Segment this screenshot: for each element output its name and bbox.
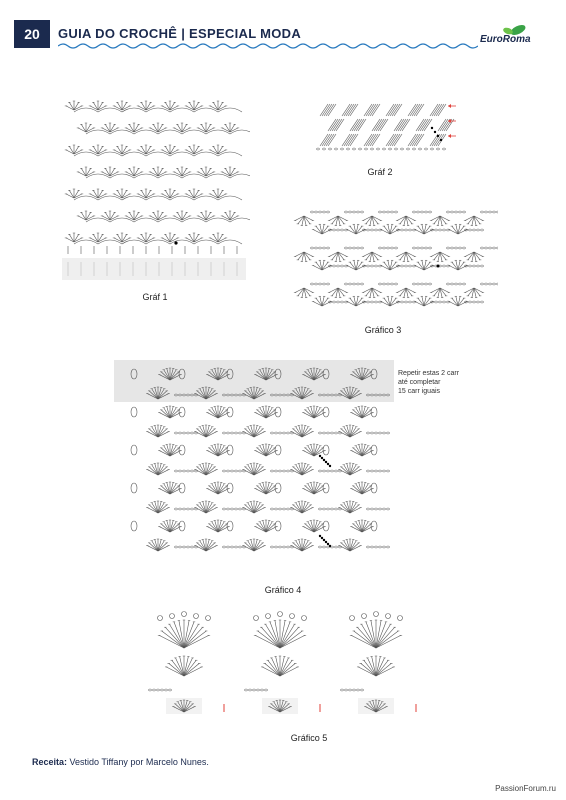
chart-4-caption: Gráfico 4: [264, 585, 302, 595]
recipe-credit: [32, 757, 209, 767]
crochet-chart-2: [308, 94, 460, 156]
crochet-chart-3: [288, 196, 498, 316]
recipe-label: Receita:: [32, 757, 68, 767]
chart-2-caption: Gráf 2: [367, 167, 393, 177]
chart-5-caption: Gráfico 5: [290, 733, 328, 743]
crochet-chart-1: [60, 88, 250, 288]
crochet-chart-4: [114, 360, 394, 572]
page-number: 20: [14, 20, 50, 48]
crochet-chart-5: [140, 606, 450, 720]
chart-1-caption: Gráf 1: [142, 292, 168, 302]
page-title: GUIA DO CROCHÊ | ESPECIAL MODA: [58, 26, 302, 41]
chart-4-repeat-note: Repetir estas 2 carr até completar 15 carr iguais: [398, 370, 460, 395]
header-wave-divider: [58, 42, 478, 50]
recipe-text: Vestido Tiffany por Marcelo Nunes.: [67, 757, 209, 767]
chart-3-caption: Gráfico 3: [364, 325, 402, 335]
watermark: PassionForum.ru: [495, 784, 556, 793]
logo-text: EuroRoma: [480, 34, 531, 45]
